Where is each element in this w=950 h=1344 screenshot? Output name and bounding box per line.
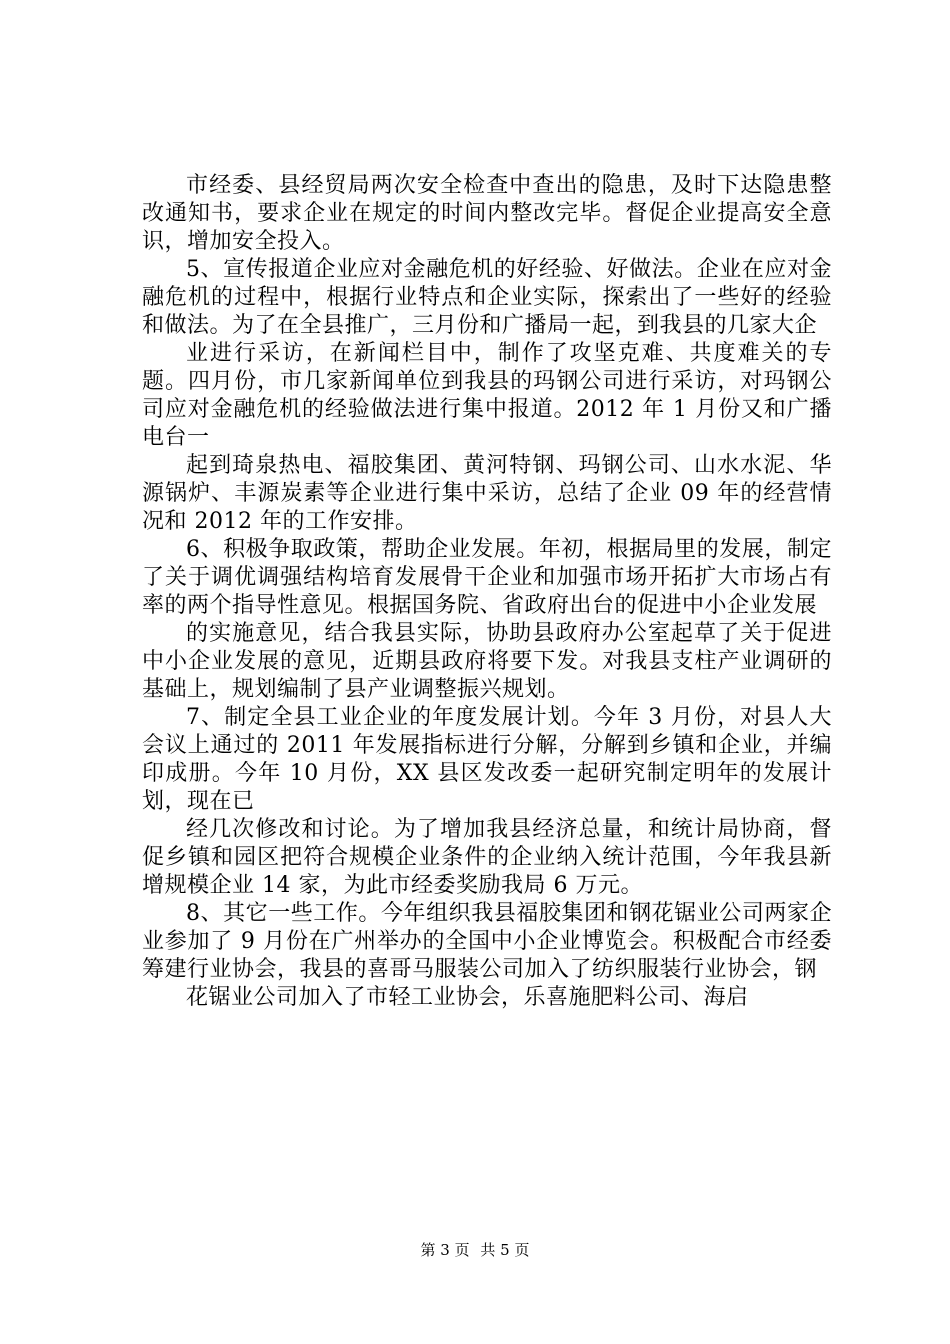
paragraph: 5、宣传报道企业应对金融危机的好经验、好做法。企业在应对金融危机的过程中，根据行业特点和企业实际，探索出了一些好的经验和做法。为了在全县推广，三月份和广播局一起，到我县的几家大企 [142, 257, 832, 338]
page-number: 第 3 页 [420, 1241, 470, 1259]
page-total: 共 5 页 [480, 1241, 530, 1259]
paragraph: 8、其它一些工作。今年组织我县福胶集团和钢花锯业公司两家企业参加了 9 月份在广州举办的全国中小企业博览会。积极配合市经委筹建行业协会，我县的喜哥马服装公司加入了纺织服装行业协会，钢 [142, 901, 832, 982]
paragraph: 花锯业公司加入了市轻工业协会，乐喜施肥料公司、海启 [186, 985, 749, 1010]
paragraph: 的实施意见，结合我县实际，协助县政府办公室起草了关于促进中小企业发展的意见，近期县政府将要下发。对我县支柱产业调研的基础上，规划编制了县产业调整振兴规划。 [142, 621, 832, 702]
page-footer [0, 1240, 950, 1260]
paragraph: 经几次修改和讨论。为了增加我县经济总量，和统计局协商，督促乡镇和园区把符合规模企业条件的企业纳入统计范围，今年我县新增规模企业 14 家，为此市经委奖励我局 6 万元。 [142, 817, 832, 898]
paragraph: 6、积极争取政策，帮助企业发展。年初，根据局里的发展，制定了关于调优调强结构培育发展骨干企业和加强市场开拓扩大市场占有率的两个指导性意见。根据国务院、省政府出台的促进中小企业发展 [142, 537, 832, 618]
paragraph: 业进行采访，在新闻栏目中，制作了攻坚克难、共度难关的专题。四月份，市几家新闻单位到我县的玛钢公司进行采访，对玛钢公司应对金融危机的经验做法进行集中报道。2012 年 1 月份又和广播电台一 [142, 341, 832, 450]
paragraph: 起到琦泉热电、福胶集团、黄河特钢、玛钢公司、山水水泥、华源锅炉、丰源炭素等企业进行集中采访，总结了企业 09 年的经营情况和 2012 年的工作安排。 [142, 453, 832, 534]
paragraph: 7、制定全县工业企业的年度发展计划。今年 3 月份，对县人大会议上通过的 2011 年发展指标进行分解，分解到乡镇和企业，并编印成册。今年 10 月份，XX 县区发改委一起研究制定明年的发展计划，现在已 [142, 705, 832, 814]
document-body [142, 172, 832, 1012]
paragraph: 市经委、县经贸局两次安全检查中查出的隐患，及时下达隐患整改通知书，要求企业在规定的时间内整改完毕。督促企业提高安全意识，增加安全投入。 [142, 173, 832, 254]
